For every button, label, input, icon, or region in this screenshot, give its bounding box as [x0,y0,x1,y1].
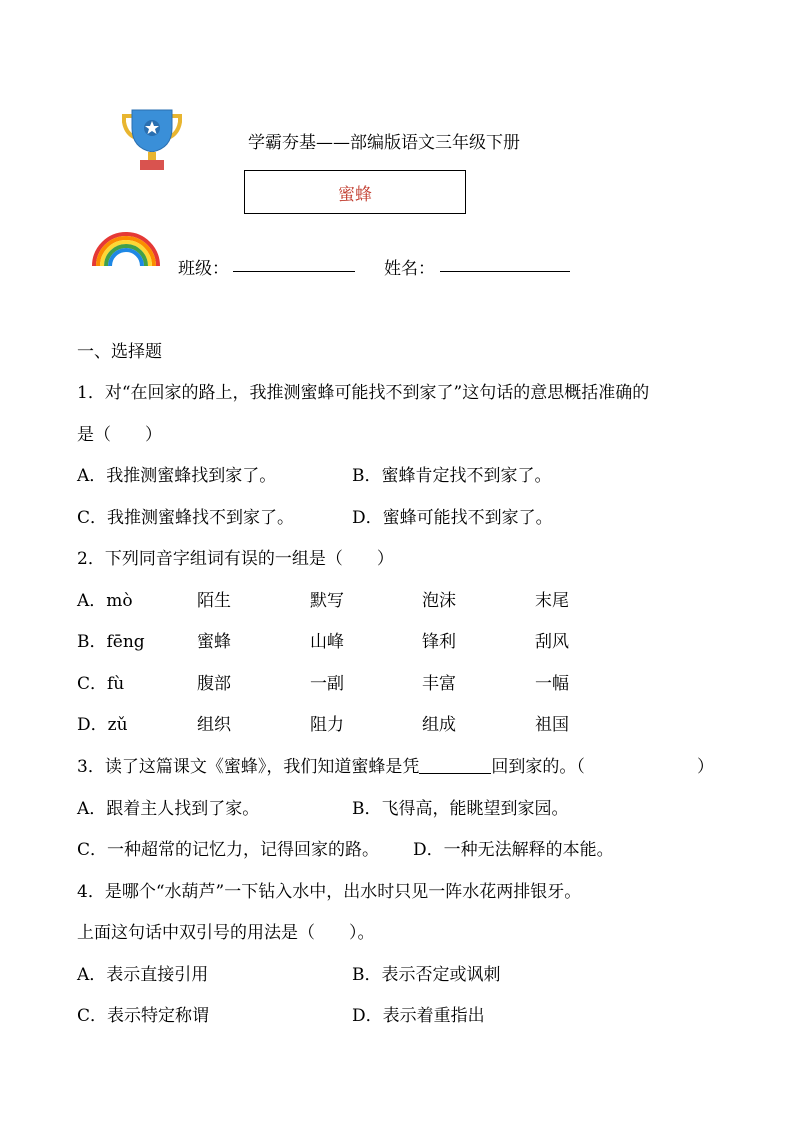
q2-word: 丰富 [422,674,456,694]
name-label: 姓名： [384,259,435,279]
q2-row-label: C．fù [77,674,125,694]
q4-option-b[interactable]: B．表示否定或讽刺 [352,965,501,985]
section-heading: 一、选择题 [77,342,162,362]
q1-option-b[interactable]: B．蜜蜂肯定找不到家了。 [352,466,552,486]
q2-word: 默写 [310,591,344,611]
q1-option-d[interactable]: D．蜜蜂可能找不到家了。 [352,508,553,528]
q3-stem-after: 回到家的。（ [491,757,585,777]
q2-word: 阻力 [310,715,344,735]
q2-word: 末尾 [535,591,569,611]
q3-stem-close: ） [697,757,714,777]
q2-word: 锋利 [422,632,456,652]
q3-option-a[interactable]: A．跟着主人找到了家。 [77,799,260,819]
q2-stem: 2．下列同音字组词有误的一组是（ ） [77,549,394,569]
q2-word: 一幅 [535,674,569,694]
q2-word: 组成 [422,715,456,735]
q2-word: 组织 [197,715,231,735]
q3-stem [77,752,585,777]
lesson-title-box [244,170,466,214]
class-label: 班级： [178,259,229,279]
q2-word: 刮风 [535,632,569,652]
q2-word: 腹部 [197,674,231,694]
q4-option-d[interactable]: D．表示着重指出 [352,1006,485,1026]
name-field[interactable] [440,271,570,272]
q2-row-label: D．zǔ [77,715,128,735]
page-title: 学霸夯基——部编版语文三年级下册 [248,133,520,153]
q2-word: 山峰 [310,632,344,652]
q3-fill-blank[interactable] [419,757,491,774]
q1-option-c[interactable]: C．我推测蜜蜂找不到家了。 [77,508,295,528]
q2-word: 一副 [310,674,344,694]
q2-row-label: A．mò [77,591,133,611]
q3-option-d[interactable]: D．一种无法解释的本能。 [413,840,614,860]
q3-stem-before: 3．读了这篇课文《蜜蜂》，我们知道蜜蜂是凭 [77,757,420,777]
q2-word: 陌生 [197,591,231,611]
rainbow-icon [90,226,162,268]
trophy-icon [118,108,186,172]
class-field[interactable] [233,271,355,272]
q2-word: 泡沫 [422,591,456,611]
q4-option-a[interactable]: A．表示直接引用 [77,965,209,985]
q3-option-b[interactable]: B．飞得高，能眺望到家园。 [352,799,569,819]
q1-stem-line1: 1．对“在回家的路上，我推测蜜蜂可能找不到家了”这句话的意思概括准确的 [77,383,650,403]
lesson-title: 蜜蜂 [338,184,372,205]
q2-row-label: B．fēng [77,632,145,652]
q4-option-c[interactable]: C．表示特定称谓 [77,1006,210,1026]
q1-option-a[interactable]: A．我推测蜜蜂找到家了。 [77,466,277,486]
q2-word: 蜜蜂 [197,632,231,652]
q4-stem-line1: 4．是哪个“水葫芦”一下钻入水中，出水时只见一阵水花两排银牙。 [77,882,582,902]
q4-stem-line2: 上面这句话中双引号的用法是（ ）。 [77,923,375,943]
q1-stem-line2: 是（ ） [77,425,162,445]
q2-word: 祖国 [535,715,569,735]
q3-option-c[interactable]: C．一种超常的记忆力，记得回家的路。 [77,840,380,860]
